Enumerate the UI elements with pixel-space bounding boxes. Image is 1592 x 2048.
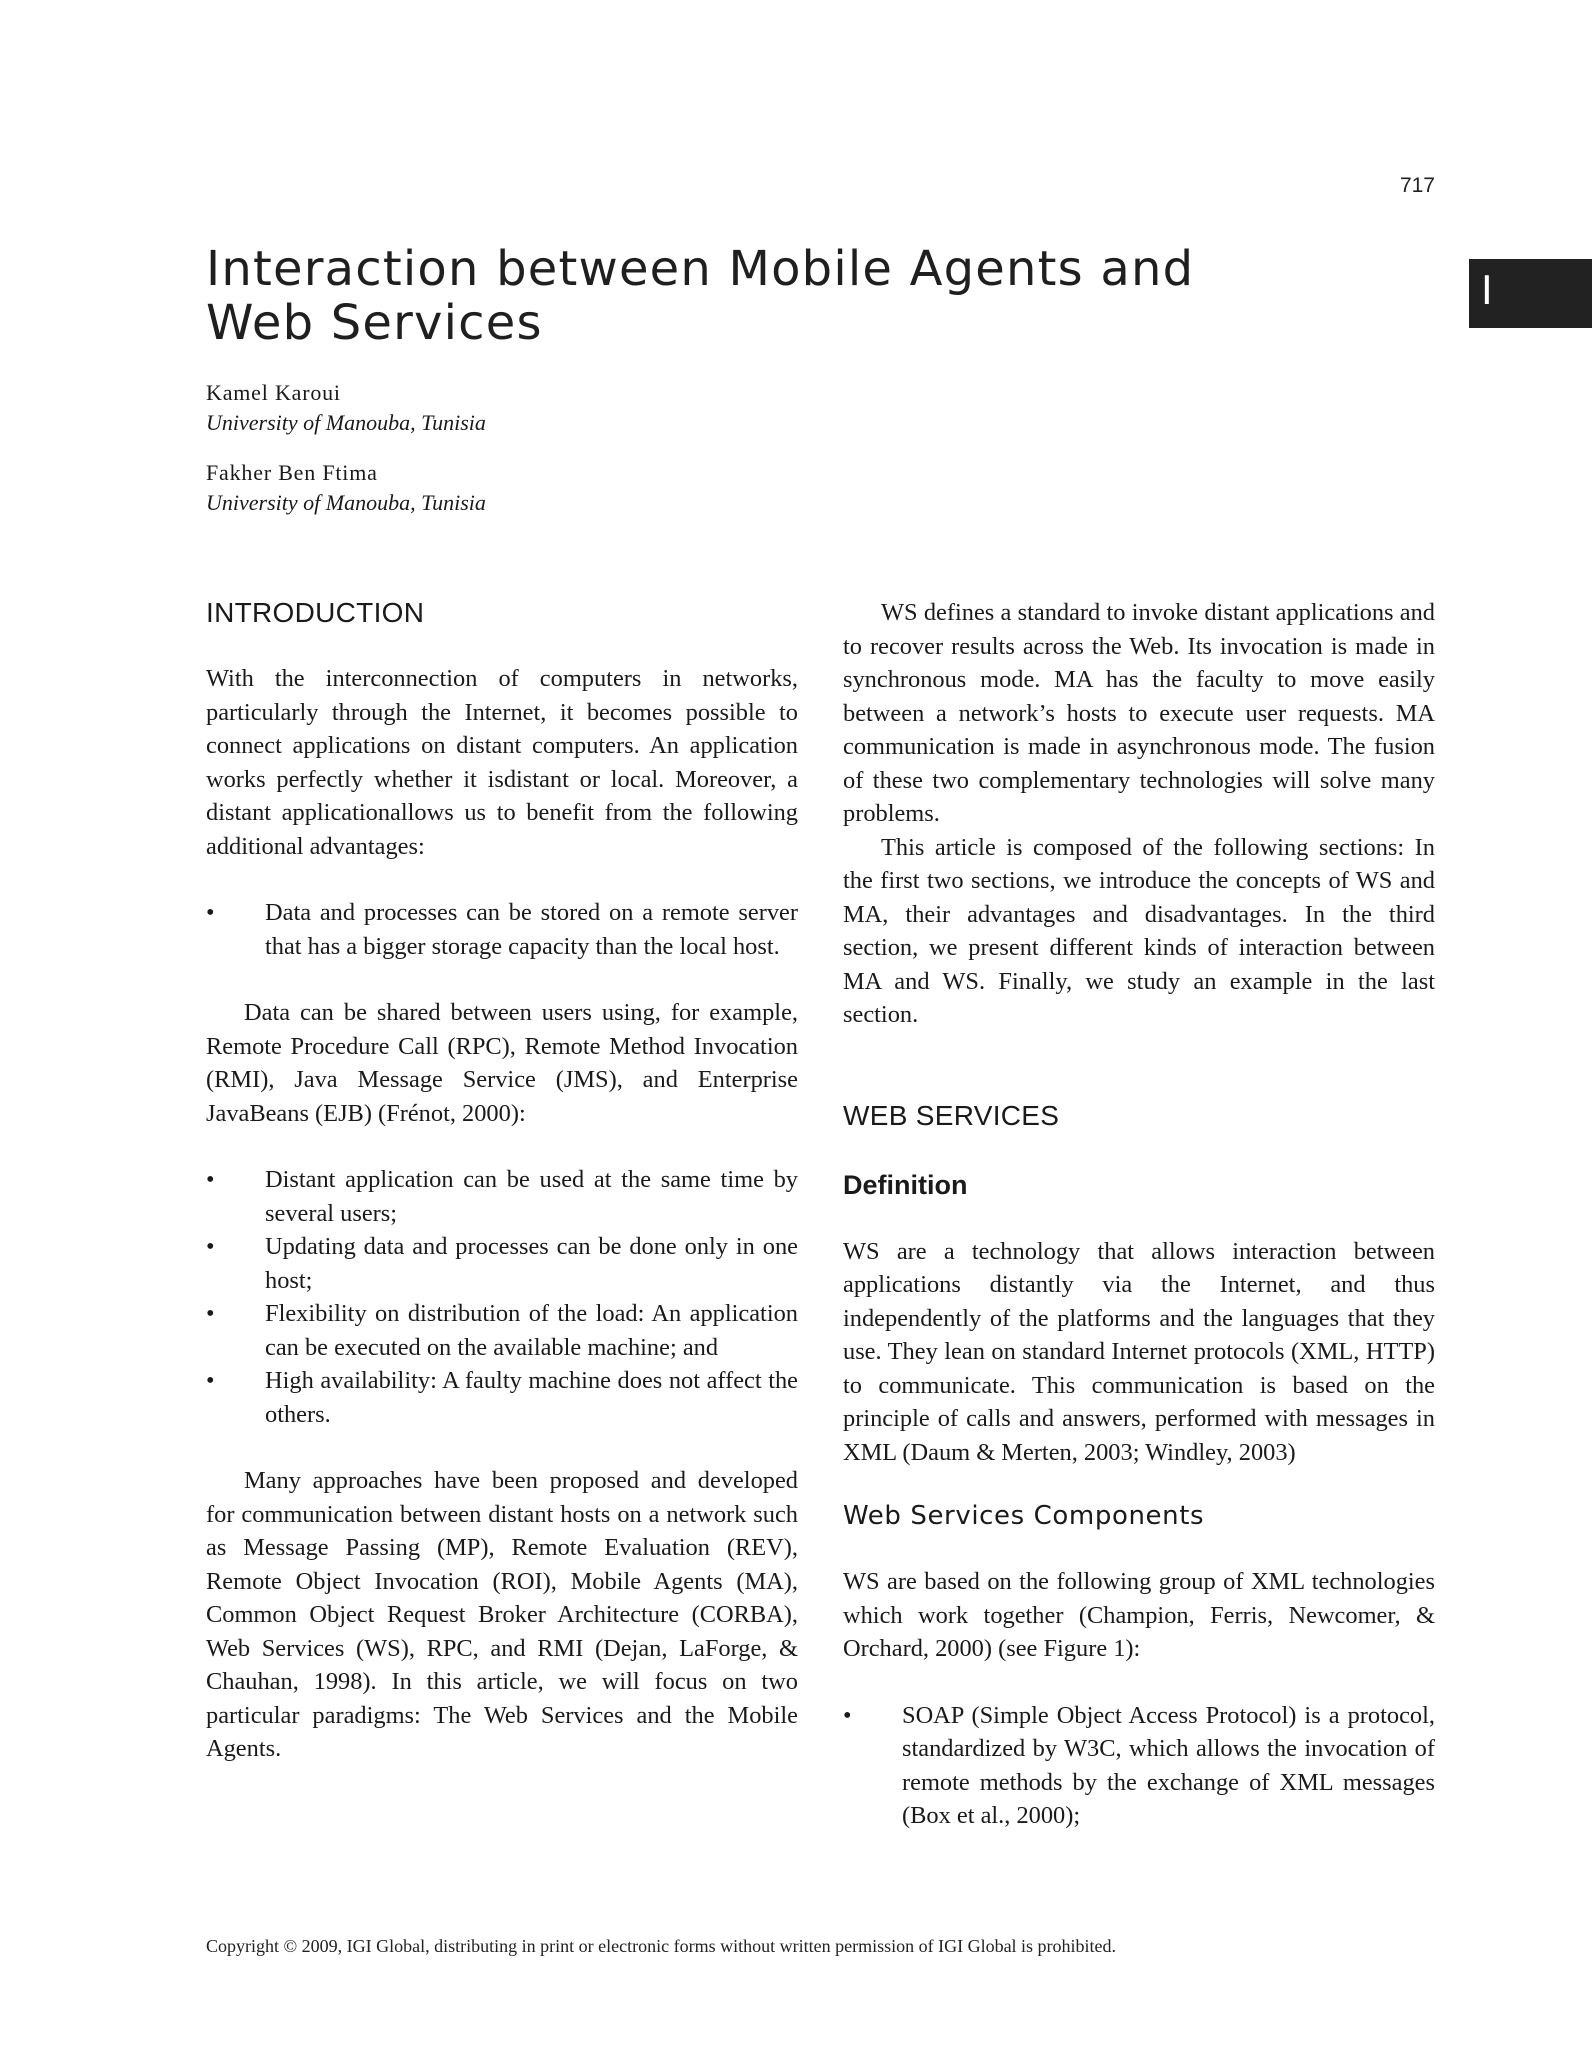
section-tab	[1469, 259, 1592, 328]
list-item	[206, 1230, 798, 1297]
author-affiliation: University of Manouba, Tunisia	[206, 410, 486, 435]
list-item	[206, 1364, 798, 1431]
components-heading: Web Services Components	[843, 1501, 1205, 1531]
bullet-icon: •	[206, 1166, 215, 1193]
intro-paragraph-4: WS defines a standard to invoke distant applications and to recover results across the Web. Its invocation is made in synchronous mode. MA has the faculty to move easily between a network’s hosts to execute user requests. MA communication is made in asynchronous mode. The fusion of these two complementary technologies will solve many problems.	[843, 599, 1435, 827]
article-title: Interaction between Mobile Agents and Web Services	[206, 241, 1195, 351]
list-item-text: SOAP (Simple Object Access Protocol) is a protocol, standardized by W3C, which allows the invocation of remote methods by the exchange of XML messages (Box et al., 2000);	[902, 1701, 1435, 1829]
list-item	[206, 896, 798, 963]
section-tab-letter: I	[1481, 266, 1493, 313]
list-item	[206, 1163, 798, 1230]
components-list	[843, 1699, 1435, 1833]
advantages-list-1	[206, 896, 798, 963]
intro-paragraph-2: Data can be shared between users using, for example, Remote Procedure Call (RPC), Remote Method Invocation (RMI), Java Message Service (JMS), and Enterprise JavaBeans (EJB) (Frénot, 2000):	[206, 999, 798, 1127]
list-item-text: Data and processes can be stored on a remote server that has a bigger storage capacity than the local host.	[265, 899, 798, 960]
intro-paragraph-1: With the interconnection of computers in networks, particularly through the Internet, it becomes possible to connect applications on distant computers. An application works perfectly whether it isdistant or local. Moreover, a distant applicationallows us to benefit from the following additional advantages:	[206, 665, 798, 860]
right-column	[843, 596, 1435, 1833]
definition-heading: Definition	[843, 1169, 968, 1200]
bullet-icon: •	[206, 899, 215, 926]
page-number: 717	[1399, 174, 1435, 197]
list-item-text: Distant application can be used at the same time by several users;	[265, 1166, 798, 1227]
copyright-notice: Copyright © 2009, IGI Global, distributing in print or electronic forms without written permission of IGI Global is prohibited.	[206, 1936, 1117, 1956]
author-block	[206, 378, 906, 438]
author-affiliation: University of Manouba, Tunisia	[206, 490, 486, 515]
list-item	[843, 1699, 1435, 1833]
bullet-icon: •	[843, 1701, 852, 1729]
intro-paragraph-3: Many approaches have been proposed and developed for communication between distant hosts on a network such as Message Passing (MP), Remote Evaluation (REV), Remote Object Invocation (ROI), Mobile Agents (MA), Common Object Request Broker Architecture (CORBA), Web Services (WS), RPC, and RMI (Dejan, LaForge, & Chauhan, 1998). In this article, we will focus on two particular paradigms: The Web Services and the Mobile Agents.	[206, 1467, 798, 1762]
bullet-icon: •	[206, 1300, 215, 1327]
bullet-icon: •	[206, 1233, 215, 1260]
left-column	[206, 596, 798, 1766]
web-services-heading: WEB SERVICES	[843, 1099, 1060, 1131]
list-item-text: Flexibility on distribution of the load: An application can be executed on the available machine; and	[265, 1300, 798, 1361]
author-block	[206, 458, 906, 518]
author-name: Fakher Ben Ftima	[206, 460, 378, 485]
bullet-icon: •	[206, 1367, 215, 1394]
definition-paragraph: WS are a technology that allows interaction between applications distantly via the Internet, and thus independently of the platforms and the languages that they use. They lean on standard Internet protocols (XML, HTTP) to communicate. This communication is based on the principle of calls and answers, performed with messages in XML (Daum & Merten, 2003; Windley, 2003)	[843, 1237, 1435, 1466]
list-item-text: Updating data and processes can be done only in one host;	[265, 1233, 798, 1294]
components-paragraph: WS are based on the following group of XML technologies which work together (Champion, Ferris, Newcomer, & Orchard, 2000) (see Figure 1):	[843, 1568, 1435, 1662]
list-item	[206, 1297, 798, 1364]
author-name: Kamel Karoui	[206, 380, 341, 405]
author-list	[206, 378, 906, 538]
list-item-text: High availability: A faulty machine does not affect the others.	[265, 1367, 798, 1428]
intro-paragraph-5: This article is composed of the following sections: In the first two sections, we introduce the concepts of WS and MA, their advantages and disadvantages. In the third section, we present different kinds of interaction between MA and WS. Finally, we study an example in the last section.	[843, 833, 1435, 1028]
advantages-list-2	[206, 1163, 798, 1431]
introduction-heading: INTRODUCTION	[206, 597, 425, 628]
